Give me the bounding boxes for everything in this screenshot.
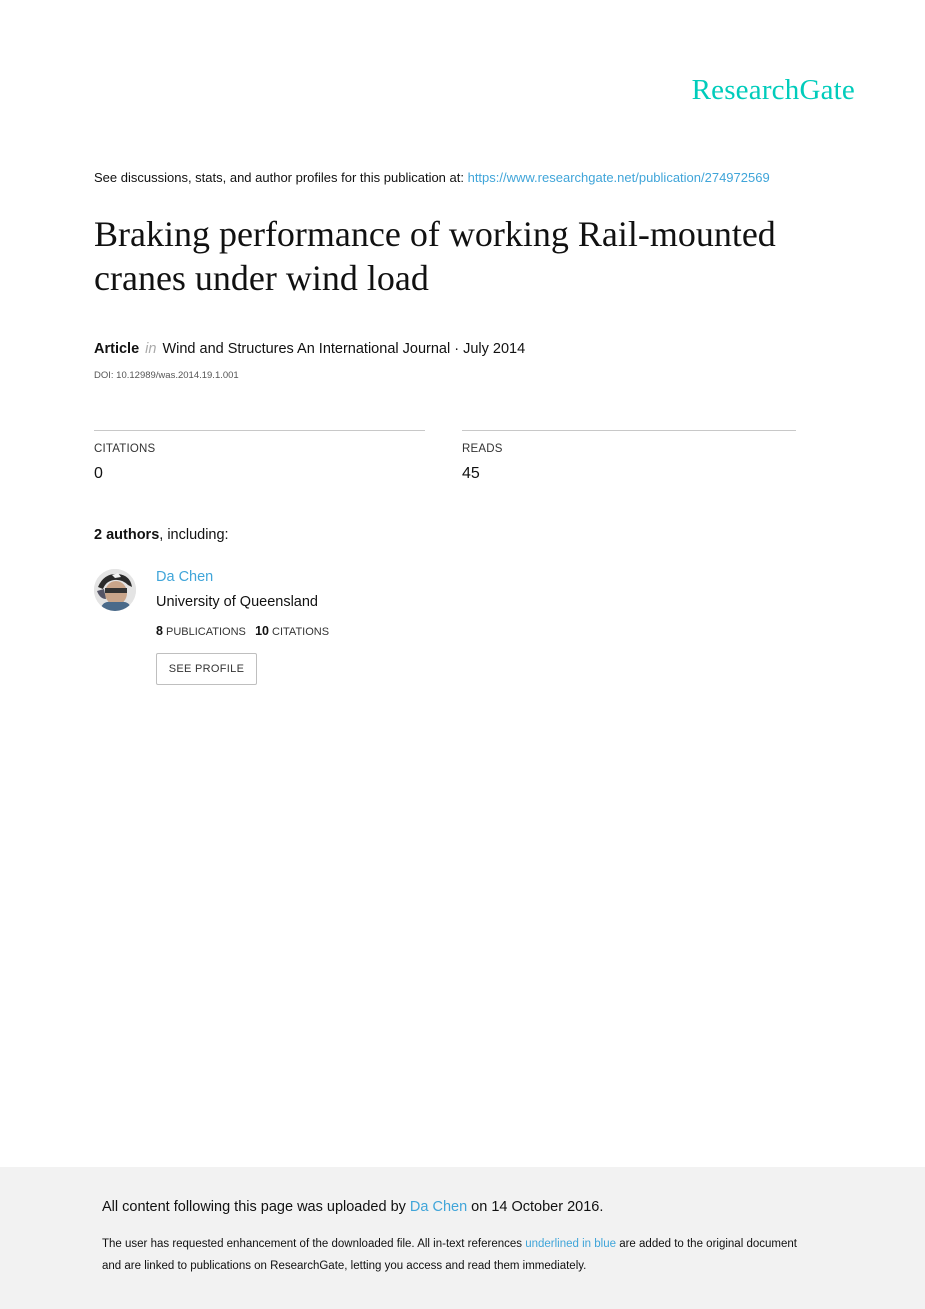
author-institution: University of Queensland [156, 594, 318, 610]
reads-value: 45 [462, 465, 480, 482]
publication-meta [94, 341, 525, 357]
in-word: in [145, 341, 157, 357]
note-suffix: are added to the original document [616, 1238, 797, 1250]
researchgate-logo[interactable]: ResearchGate [691, 74, 855, 106]
citations-label: CITATIONS [94, 443, 156, 455]
author-publications-count: 8 [156, 624, 163, 638]
uploaded-by-line [102, 1199, 603, 1215]
note-prefix: The user has requested enhancement of the downloaded file. All in-text references [102, 1238, 526, 1250]
uploaded-prefix: All content following this page was uploaded by [102, 1199, 410, 1215]
author-citations-label: CITATIONS [272, 626, 330, 638]
uploaded-suffix: on 14 October 2016. [467, 1199, 604, 1215]
citations-divider [94, 430, 425, 431]
publication-type: Article [94, 341, 140, 357]
reads-label: READS [462, 443, 503, 455]
author-stats [156, 624, 329, 638]
authors-count: 2 authors [94, 527, 160, 543]
journal-and-date: Wind and Structures An International Journal · July 2014 [162, 341, 526, 357]
author-avatar[interactable] [94, 569, 136, 611]
see-profile-button[interactable]: SEE PROFILE [156, 653, 257, 685]
author-photo-icon [94, 569, 136, 611]
authors-heading [94, 527, 229, 543]
enhancement-note-line1 [102, 1238, 797, 1250]
author-name-link[interactable]: Da Chen [156, 569, 214, 585]
doi: DOI: 10.12989/was.2014.19.1.001 [94, 370, 239, 381]
reads-divider [462, 430, 796, 431]
discussion-line [94, 170, 770, 185]
enhancement-note-line2: and are linked to publications on ResearchGate, letting you access and read them immediately. [102, 1260, 587, 1272]
author-publications-label: PUBLICATIONS [166, 626, 246, 638]
discussion-prefix: See discussions, stats, and author profiles for this publication at: [94, 170, 468, 185]
authors-suffix: , including: [159, 527, 229, 543]
publication-title: Braking performance of working Rail-mounted cranes under wind load [94, 214, 776, 298]
publication-url-link[interactable]: https://www.researchgate.net/publication/274972569 [467, 170, 770, 185]
author-citations-count: 10 [255, 624, 269, 638]
citations-value: 0 [94, 465, 103, 482]
underlined-in-blue-text: underlined in blue [525, 1238, 617, 1250]
uploader-name-link[interactable]: Da Chen [409, 1199, 468, 1215]
